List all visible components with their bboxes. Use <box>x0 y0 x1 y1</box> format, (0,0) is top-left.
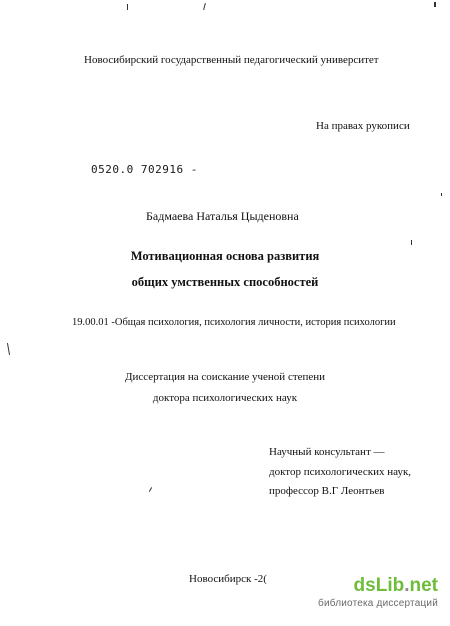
city-year: Новосибирск -2( <box>189 573 267 585</box>
dissertation-title-line2: общих умственных способностей <box>131 275 319 289</box>
dissertation-title-line1: Мотивационная основа развития <box>130 249 320 263</box>
scan-speck <box>203 3 206 10</box>
registration-stamp: 0520.0 702916 - <box>91 163 198 176</box>
author-name: Бадмаева Наталья Цыденовна <box>146 209 299 223</box>
degree-line2: доктора психологических наук <box>152 392 298 404</box>
scan-speck <box>411 240 412 245</box>
dslib-subtitle: библиотека диссертаций <box>318 598 438 609</box>
scan-speck <box>7 343 10 355</box>
consultant-degree: доктор психологических наук, <box>269 466 412 478</box>
consultant-name: профессор В.Г Леонтьев <box>269 485 385 497</box>
degree-line1: Диссертация на соискание ученой степени <box>124 371 326 383</box>
scan-speck <box>434 2 436 7</box>
dslib-logo: dsLib.net <box>353 575 438 596</box>
university-name: Новосибирский государственный педагогический университет <box>84 54 379 66</box>
consultant-label: Научный консультант — <box>269 446 385 458</box>
scan-speck <box>149 487 152 492</box>
scan-speck <box>127 4 128 10</box>
dslib-watermark <box>318 576 438 609</box>
manuscript-rights: На правах рукописи <box>316 120 410 132</box>
scan-speck <box>441 193 442 196</box>
specialty-code: 19.00.01 -Общая психология, психология личности, история психологии <box>72 317 396 328</box>
